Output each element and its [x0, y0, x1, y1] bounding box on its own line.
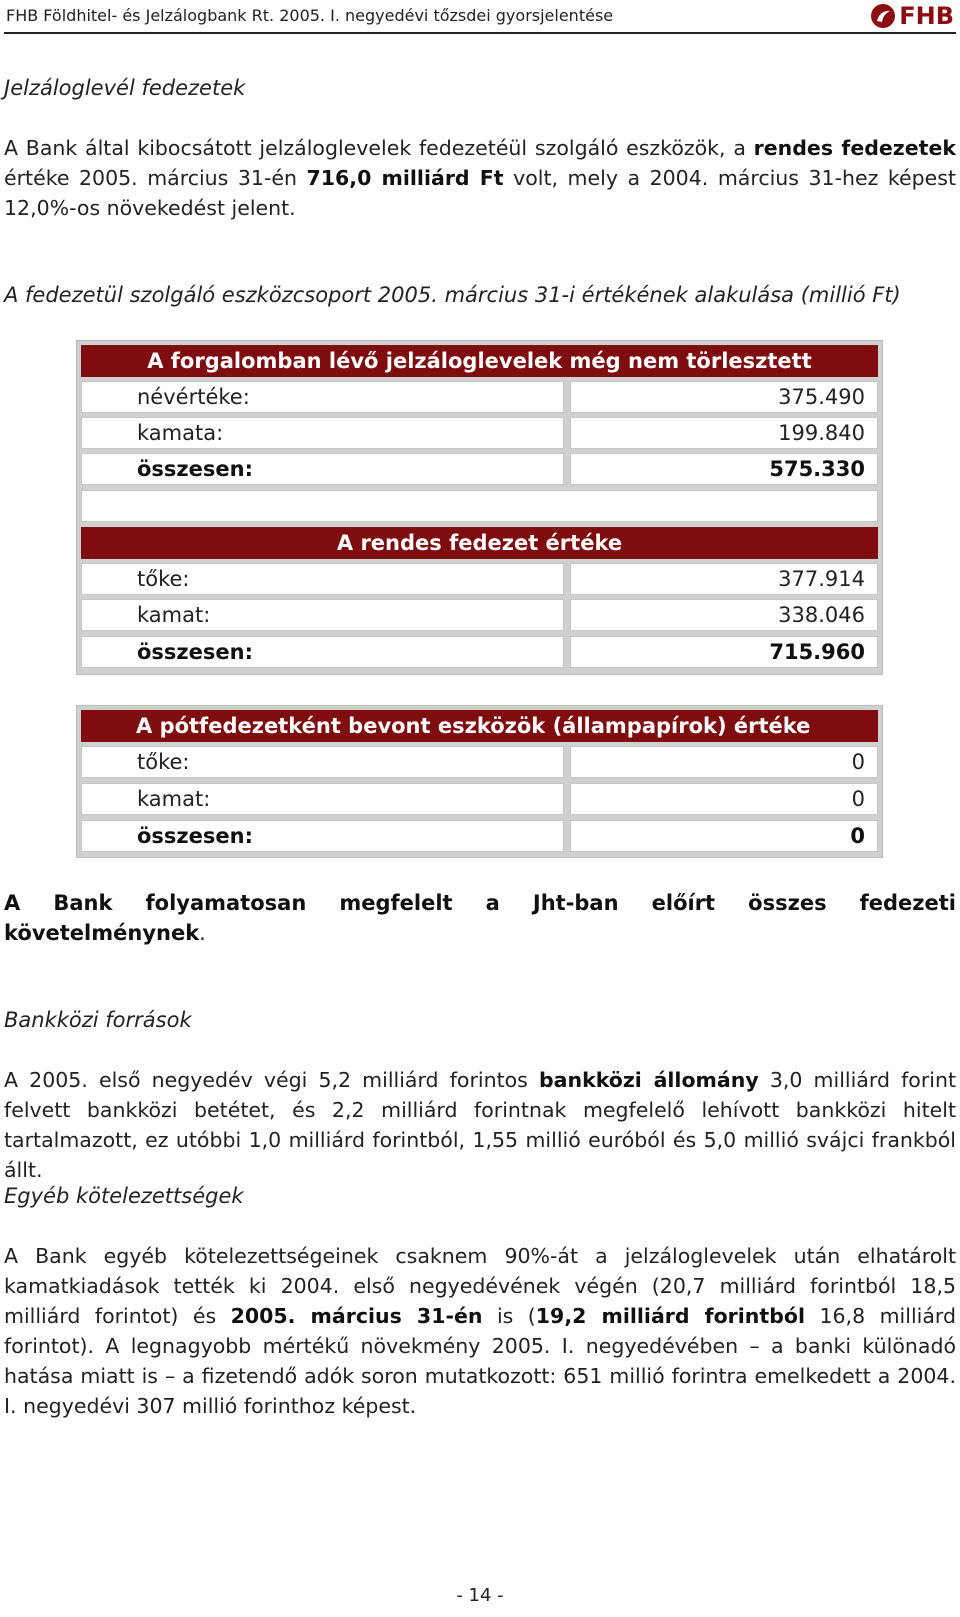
text-run: A Bank egyéb kötelezettségeinek csaknem 90%-át a jelzáloglevelek után elhatárolt kamatkiadások tették ki 2004. első negyedévének végén (20,7 milliárd forintból 18,5 milliárd forintot) és	[4, 1244, 956, 1328]
row-label: tőke:	[81, 746, 564, 778]
table-subheader: A rendes fedezet értéke	[81, 527, 878, 559]
supplementary-coverage-table	[76, 705, 883, 858]
table-caption: A fedezetül szolgáló eszközcsoport 2005. március 31-i értékének alakulása (millió Ft)	[4, 283, 901, 307]
table-row	[81, 563, 878, 595]
empty-cell	[81, 490, 878, 522]
table-row	[81, 381, 878, 413]
row-value: 375.490	[570, 381, 878, 413]
table-row	[81, 417, 878, 449]
page-header	[4, 2, 956, 34]
row-label: kamata:	[81, 417, 564, 449]
row-value: 715.960	[570, 636, 878, 668]
row-label: névértéke:	[81, 381, 564, 413]
row-value: 377.914	[570, 563, 878, 595]
row-label: összesen:	[81, 636, 564, 668]
bold-text-run: 19,2 milliárd forintból	[535, 1304, 805, 1328]
bankkozi-paragraph	[4, 1065, 956, 1185]
document-title: FHB Földhitel- és Jelzálogbank Rt. 2005. I. negyedévi tőzsdei gyorsjelentése	[6, 6, 614, 25]
text-run: A 2005. első negyedév végi 5,2 milliárd forintos	[4, 1068, 539, 1092]
row-label: kamat:	[81, 783, 564, 815]
table-row	[81, 599, 878, 631]
section-heading-egyeb: Egyéb kötelezettségek	[4, 1184, 244, 1208]
text-run: 16,8 milliárd forintot). A legnagyobb mértékű növekmény 2005. I. negyedévében – a banki különadó hatása miatt is – a fizetendő adók soron mutatkozott: 651 millió forintra emelkedett a 2004. I. negyedévi 307 millió forinthoz képest.	[4, 1304, 956, 1418]
text-run: volt, mely a 2004. március 31-hez képest 12,0%-os növekedést jelent.	[4, 166, 956, 220]
row-value: 338.046	[570, 599, 878, 631]
table-row	[81, 746, 878, 778]
page-number: - 14 -	[456, 1585, 504, 1606]
compliance-statement	[4, 888, 956, 948]
table-row	[81, 453, 878, 485]
row-label: kamat:	[81, 599, 564, 631]
section-heading-bankkozi: Bankközi források	[4, 1008, 192, 1032]
text-run: 3,0 milliárd forint felvett bankközi betétet, és 2,2 milliárd forintnak megfelelő lehívott bankközi hitelt tartalmazott, ez utóbbi 1,0 milliárd forintból, 1,55 millió euróból és 5,0 millió svájci frankból állt.	[4, 1068, 956, 1182]
table-row	[81, 783, 878, 815]
bold-text-run: 716,0 milliárd Ft	[306, 166, 504, 190]
fhb-logo	[870, 2, 954, 30]
fhb-logo-icon	[870, 3, 896, 29]
bold-text-run: 2005. március 31-én	[230, 1304, 483, 1328]
fhb-logo-text: FHB	[899, 2, 954, 30]
table-header: A forgalomban lévő jelzáloglevelek még nem törlesztett	[81, 345, 878, 377]
bold-text-run: rendes fedezetek	[753, 136, 956, 160]
bold-text-run: bankközi állomány	[538, 1068, 759, 1092]
text-run: .	[199, 921, 206, 945]
row-value: 0	[570, 820, 878, 852]
text-run: A Bank által kibocsátott jelzáloglevelek fedezetéül szolgáló eszközök, a	[4, 136, 754, 160]
row-label: összesen:	[81, 820, 564, 852]
bold-text-run: A Bank folyamatosan megfelelt a Jht-ban előírt összes fedezeti követelménynek	[4, 891, 956, 945]
coverage-table	[76, 340, 883, 675]
fedezetek-paragraph	[4, 133, 956, 223]
row-label: tőke:	[81, 563, 564, 595]
row-value: 0	[570, 783, 878, 815]
text-run: értéke 2005. március 31-én	[4, 166, 307, 190]
row-value: 575.330	[570, 453, 878, 485]
egyeb-paragraph	[4, 1241, 956, 1421]
row-label: összesen:	[81, 453, 564, 485]
row-value: 0	[570, 746, 878, 778]
table-row	[81, 820, 878, 852]
section-heading-fedezetek: Jelzáloglevél fedezetek	[4, 76, 246, 100]
table-row	[81, 636, 878, 668]
text-run: is (	[482, 1304, 536, 1328]
row-value: 199.840	[570, 417, 878, 449]
table-spacer-row	[81, 490, 878, 522]
table-header: A pótfedezetként bevont eszközök (állampapírok) értéke	[81, 710, 878, 742]
